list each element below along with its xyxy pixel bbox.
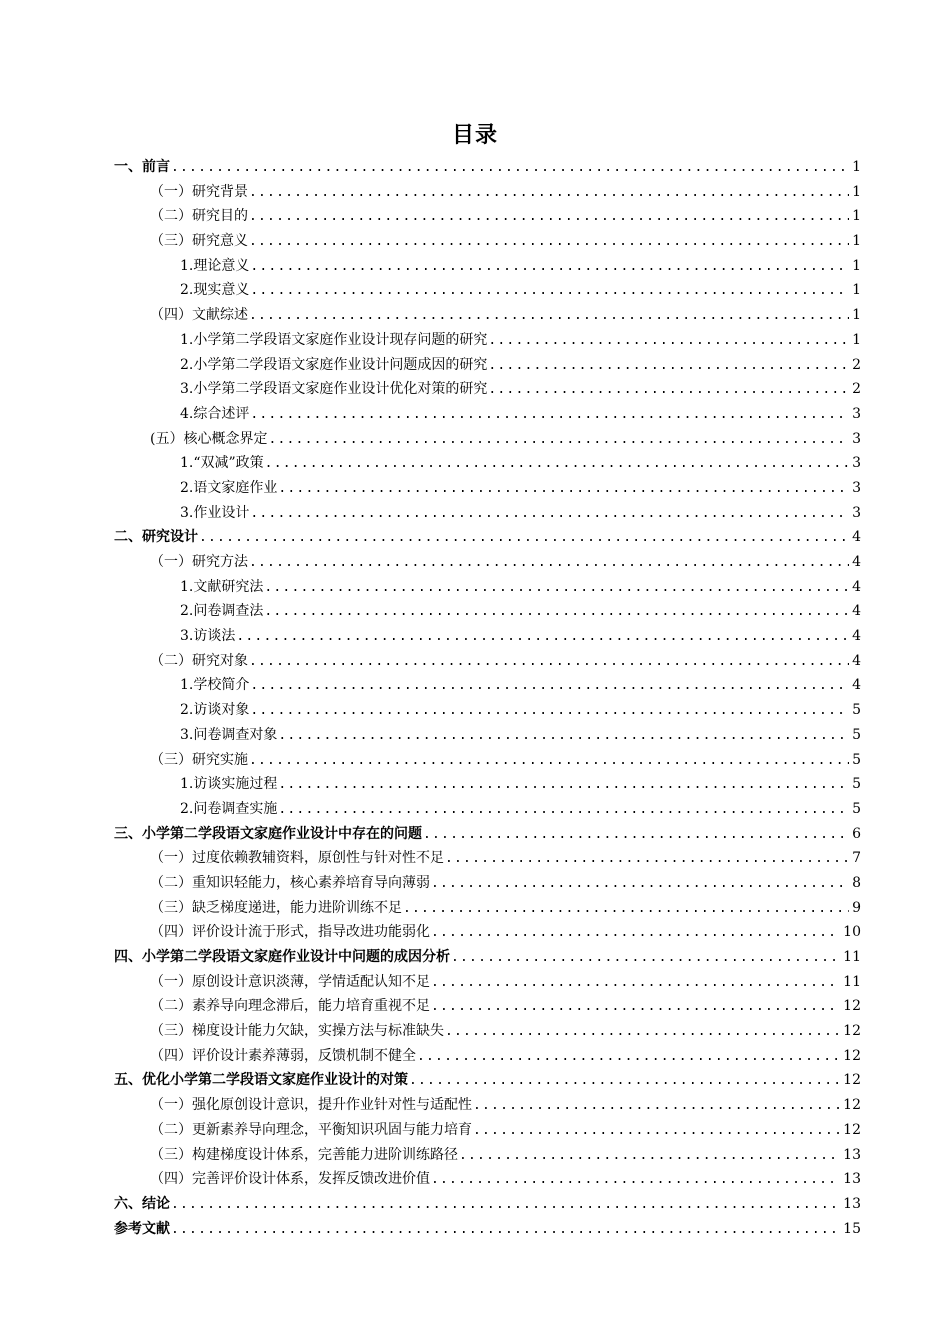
toc-entry[interactable] bbox=[114, 353, 861, 378]
toc-entry-label: （三）研究意义 bbox=[150, 233, 248, 250]
toc-page-number: 4 bbox=[852, 677, 861, 694]
toc-dot-leader bbox=[236, 625, 849, 650]
toc-entry[interactable] bbox=[114, 278, 861, 303]
toc-page-number: 12 bbox=[843, 1023, 861, 1040]
toc-page-number: 4 bbox=[852, 529, 861, 546]
toc-entry[interactable] bbox=[114, 550, 861, 575]
toc-entry-label: （四）评价设计素养薄弱，反馈机制不健全 bbox=[150, 1047, 416, 1064]
toc-entry-label: 三、小学第二学段语文家庭作业设计中存在的问题 bbox=[114, 825, 422, 842]
toc-dot-leader bbox=[171, 1193, 840, 1218]
toc-entry[interactable] bbox=[114, 204, 861, 229]
toc-page-number: 5 bbox=[852, 800, 861, 817]
toc-entry[interactable] bbox=[114, 525, 861, 550]
toc-page-number: 3 bbox=[852, 405, 861, 422]
toc-entry-label: 4.综合述评 bbox=[180, 405, 250, 422]
toc-entry[interactable] bbox=[114, 1192, 861, 1217]
toc-entry-label: 参考文献 bbox=[114, 1220, 170, 1237]
toc-entry[interactable] bbox=[114, 723, 861, 748]
toc-entry[interactable] bbox=[114, 698, 861, 723]
toc-page-number: 12 bbox=[843, 1047, 861, 1064]
toc-entry-label: （二）研究目的 bbox=[150, 208, 248, 225]
toc-dot-leader bbox=[250, 279, 849, 304]
toc-page-number: 7 bbox=[852, 850, 861, 867]
toc-dot-leader bbox=[249, 230, 849, 255]
toc-dot-leader bbox=[250, 674, 849, 699]
toc-page-number: 3 bbox=[852, 504, 861, 521]
toc-entry[interactable] bbox=[114, 624, 861, 649]
toc-dot-leader bbox=[250, 502, 849, 527]
toc-entry-label: 2.小学第二学段语文家庭作业设计问题成因的研究 bbox=[180, 356, 488, 373]
toc-entry-label: （一）研究方法 bbox=[150, 554, 248, 570]
toc-page-number: 1 bbox=[852, 183, 861, 200]
toc-dot-leader bbox=[431, 971, 840, 996]
toc-entry-label: （三）研究实施 bbox=[150, 751, 248, 768]
toc-entry[interactable] bbox=[114, 575, 861, 600]
toc-dot-leader bbox=[431, 995, 840, 1020]
toc-entry[interactable] bbox=[114, 772, 861, 797]
toc-page-number: 5 bbox=[852, 751, 861, 768]
toc-dot-leader bbox=[278, 798, 849, 823]
toc-entry[interactable] bbox=[114, 1118, 861, 1143]
toc-entry-label: 3.访谈法 bbox=[180, 628, 236, 645]
toc-entry[interactable] bbox=[114, 896, 861, 921]
toc-page-number: 1 bbox=[852, 331, 861, 348]
toc-entry[interactable] bbox=[114, 920, 861, 945]
toc-entry-label: （四）完善评价设计体系，发挥反馈改进价值 bbox=[150, 1171, 430, 1188]
toc-entry[interactable] bbox=[114, 1217, 861, 1242]
toc-page-number: 15 bbox=[843, 1220, 861, 1237]
toc-dot-leader bbox=[249, 749, 849, 774]
toc-page-number: 11 bbox=[843, 949, 861, 965]
toc-dot-leader bbox=[403, 897, 849, 922]
toc-page-number: 12 bbox=[843, 998, 861, 1015]
toc-page-number: 1 bbox=[852, 257, 861, 274]
toc-entry[interactable] bbox=[114, 1093, 861, 1118]
toc-dot-leader bbox=[199, 526, 849, 551]
toc-page-number: 3 bbox=[852, 455, 861, 472]
toc-entry-label: （二）重知识轻能力，核心素养培育导向薄弱 bbox=[150, 874, 430, 891]
toc-entry-label: （三）缺乏梯度递进，能力进阶训练不足 bbox=[150, 899, 402, 916]
toc-dot-leader bbox=[459, 1144, 840, 1169]
toc-dot-leader bbox=[488, 354, 849, 379]
toc-page-number: 1 bbox=[852, 233, 861, 250]
toc-entry[interactable] bbox=[114, 1044, 861, 1069]
toc-entry-label: 一、前言 bbox=[114, 159, 170, 175]
toc-page-number: 3 bbox=[852, 430, 861, 447]
toc-entry[interactable] bbox=[114, 501, 861, 526]
toc-entry-label: （二）更新素养导向理念，平衡知识巩固与能力培育 bbox=[150, 1121, 472, 1138]
toc-entry[interactable] bbox=[114, 377, 861, 402]
toc-page-number: 12 bbox=[843, 1072, 861, 1089]
toc-entry-label: （一）过度依赖教辅资料，原创性与针对性不足 bbox=[150, 850, 444, 867]
toc-entry[interactable] bbox=[114, 871, 861, 896]
toc-page-number: 1 bbox=[852, 282, 861, 299]
toc-entry-label: （一）原创设计意识淡薄，学情适配认知不足 bbox=[150, 973, 430, 990]
toc-page-number: 1 bbox=[852, 307, 861, 324]
toc-entry[interactable] bbox=[114, 673, 861, 698]
toc-dot-leader bbox=[445, 1020, 840, 1045]
toc-entry[interactable] bbox=[114, 254, 861, 279]
toc-entry-label: 1.小学第二学段语文家庭作业设计现存问题的研究 bbox=[180, 331, 488, 348]
toc-entry[interactable] bbox=[114, 476, 861, 501]
toc-page-number: 6 bbox=[852, 825, 861, 842]
toc-entry[interactable] bbox=[114, 1143, 861, 1168]
toc-dot-leader bbox=[431, 872, 849, 897]
toc-entry[interactable] bbox=[114, 797, 861, 822]
toc-dot-leader bbox=[423, 823, 849, 848]
toc-dot-leader bbox=[249, 181, 849, 206]
toc-page-number: 1 bbox=[852, 159, 861, 175]
toc-page-number: 2 bbox=[852, 356, 861, 373]
toc-entry-label: 1.学校简介 bbox=[180, 677, 250, 694]
toc-page-number: 12 bbox=[843, 1121, 861, 1138]
toc-entry[interactable] bbox=[114, 1068, 861, 1093]
toc-dot-leader bbox=[171, 1218, 840, 1243]
toc-dot-leader bbox=[250, 255, 849, 280]
toc-entry[interactable] bbox=[114, 1019, 861, 1044]
toc-page-number: 13 bbox=[843, 1171, 861, 1188]
toc-dot-leader bbox=[445, 847, 849, 872]
toc-dot-leader bbox=[451, 946, 840, 971]
toc-entry-label: 2.访谈对象 bbox=[180, 702, 250, 719]
toc-dot-leader bbox=[431, 921, 840, 946]
toc-dot-leader bbox=[488, 378, 849, 403]
toc-page-number: 10 bbox=[843, 924, 861, 941]
toc-entry-label: （二）研究对象 bbox=[150, 652, 248, 669]
toc-entry[interactable] bbox=[114, 748, 861, 773]
toc-entry[interactable] bbox=[114, 945, 861, 970]
toc-dot-leader bbox=[264, 576, 849, 601]
toc-entry[interactable] bbox=[114, 451, 861, 476]
toc-page-number: 4 bbox=[852, 652, 861, 669]
toc-entry[interactable] bbox=[114, 970, 861, 995]
toc-entry-label: 1.访谈实施过程 bbox=[180, 776, 278, 793]
toc-entry-label: （二）素养导向理念滞后，能力培育重视不足 bbox=[150, 998, 430, 1015]
toc-entry-label: 1.“双减”政策 bbox=[180, 455, 264, 472]
toc-entry-label: 2.语文家庭作业 bbox=[180, 479, 278, 496]
toc-entry-label: 二、研究设计 bbox=[114, 529, 198, 546]
toc-entry-label: 六、结论 bbox=[114, 1195, 170, 1212]
toc-page-number: 9 bbox=[852, 899, 861, 916]
toc-entry-label: （三）梯度设计能力欠缺，实操方法与标准缺失 bbox=[150, 1023, 444, 1040]
toc-entry-label: （四）文献综述 bbox=[150, 307, 248, 324]
toc-page-number: 8 bbox=[852, 874, 861, 891]
toc-entry[interactable] bbox=[114, 822, 861, 847]
toc-entry[interactable] bbox=[114, 328, 861, 353]
toc-entry-label: 3.小学第二学段语文家庭作业设计优化对策的研究 bbox=[180, 381, 488, 398]
toc-page-number: 5 bbox=[852, 702, 861, 719]
toc-dot-leader bbox=[268, 428, 849, 453]
toc-entry[interactable] bbox=[114, 1167, 861, 1192]
toc-dot-leader bbox=[409, 1069, 840, 1094]
toc-entry[interactable] bbox=[114, 649, 861, 674]
toc-entry-label: （三）构建梯度设计体系，完善能力进阶训练路径 bbox=[150, 1146, 458, 1163]
toc-entry-label: （四）评价设计流于形式，指导改进功能弱化 bbox=[150, 924, 430, 941]
toc-page-number: 12 bbox=[843, 1097, 861, 1114]
toc-dot-leader bbox=[249, 304, 849, 329]
toc-page-number: 13 bbox=[843, 1195, 861, 1212]
toc-dot-leader bbox=[417, 1045, 840, 1070]
toc-entry-label: 1.文献研究法 bbox=[180, 578, 264, 595]
toc-page-number: 11 bbox=[843, 973, 861, 990]
toc-entry[interactable] bbox=[114, 402, 861, 427]
toc-entry-label: 五、优化小学第二学段语文家庭作业设计的对策 bbox=[114, 1072, 408, 1089]
toc-dot-leader bbox=[473, 1119, 840, 1144]
toc-entry[interactable] bbox=[114, 303, 861, 328]
toc-page-number: 4 bbox=[852, 578, 861, 595]
toc-entry-label: 3.作业设计 bbox=[180, 504, 250, 521]
table-of-contents bbox=[114, 155, 861, 1241]
toc-page-number: 4 bbox=[852, 603, 861, 620]
toc-page-number: 3 bbox=[852, 479, 861, 496]
toc-entry[interactable] bbox=[114, 427, 861, 452]
toc-entry-label: 1.理论意义 bbox=[180, 257, 250, 274]
toc-dot-leader bbox=[488, 329, 849, 354]
toc-page-number: 13 bbox=[843, 1146, 861, 1163]
toc-dot-leader bbox=[171, 156, 849, 181]
toc-dot-leader bbox=[265, 452, 849, 477]
toc-entry[interactable] bbox=[114, 846, 861, 871]
toc-page-number: 4 bbox=[852, 554, 861, 570]
toc-entry-label: (五）核心概念界定 bbox=[150, 430, 268, 447]
toc-entry-label: （一）研究背景 bbox=[150, 183, 248, 200]
toc-dot-leader bbox=[250, 699, 849, 724]
toc-page-number: 2 bbox=[852, 381, 861, 398]
toc-dot-leader bbox=[278, 773, 849, 798]
toc-dot-leader bbox=[249, 205, 849, 230]
toc-entry[interactable] bbox=[114, 155, 861, 180]
toc-page-number: 5 bbox=[852, 726, 861, 743]
toc-entry[interactable] bbox=[114, 599, 861, 624]
toc-entry-label: （一）强化原创设计意识，提升作业针对性与适配性 bbox=[150, 1097, 472, 1114]
toc-dot-leader bbox=[249, 650, 849, 675]
toc-entry-label: 2.问卷调查实施 bbox=[180, 800, 278, 817]
toc-entry-label: 四、小学第二学段语文家庭作业设计中问题的成因分析 bbox=[114, 949, 450, 965]
toc-dot-leader bbox=[278, 477, 849, 502]
toc-dot-leader bbox=[278, 724, 849, 749]
toc-title: 目录 bbox=[451, 123, 498, 148]
toc-dot-leader bbox=[249, 551, 849, 576]
toc-dot-leader bbox=[250, 403, 849, 428]
toc-entry-label: 2.问卷调查法 bbox=[180, 603, 264, 620]
toc-entry[interactable] bbox=[114, 229, 861, 254]
toc-entry[interactable] bbox=[114, 180, 861, 205]
toc-page-number: 4 bbox=[852, 628, 861, 645]
toc-entry[interactable] bbox=[114, 994, 861, 1019]
toc-page-number: 1 bbox=[852, 208, 861, 225]
toc-dot-leader bbox=[473, 1094, 840, 1119]
toc-entry-label: 2.现实意义 bbox=[180, 282, 250, 299]
toc-page-number: 5 bbox=[852, 776, 861, 793]
toc-dot-leader bbox=[431, 1168, 840, 1193]
toc-entry-label: 3.问卷调查对象 bbox=[180, 726, 278, 743]
toc-dot-leader bbox=[264, 600, 849, 625]
